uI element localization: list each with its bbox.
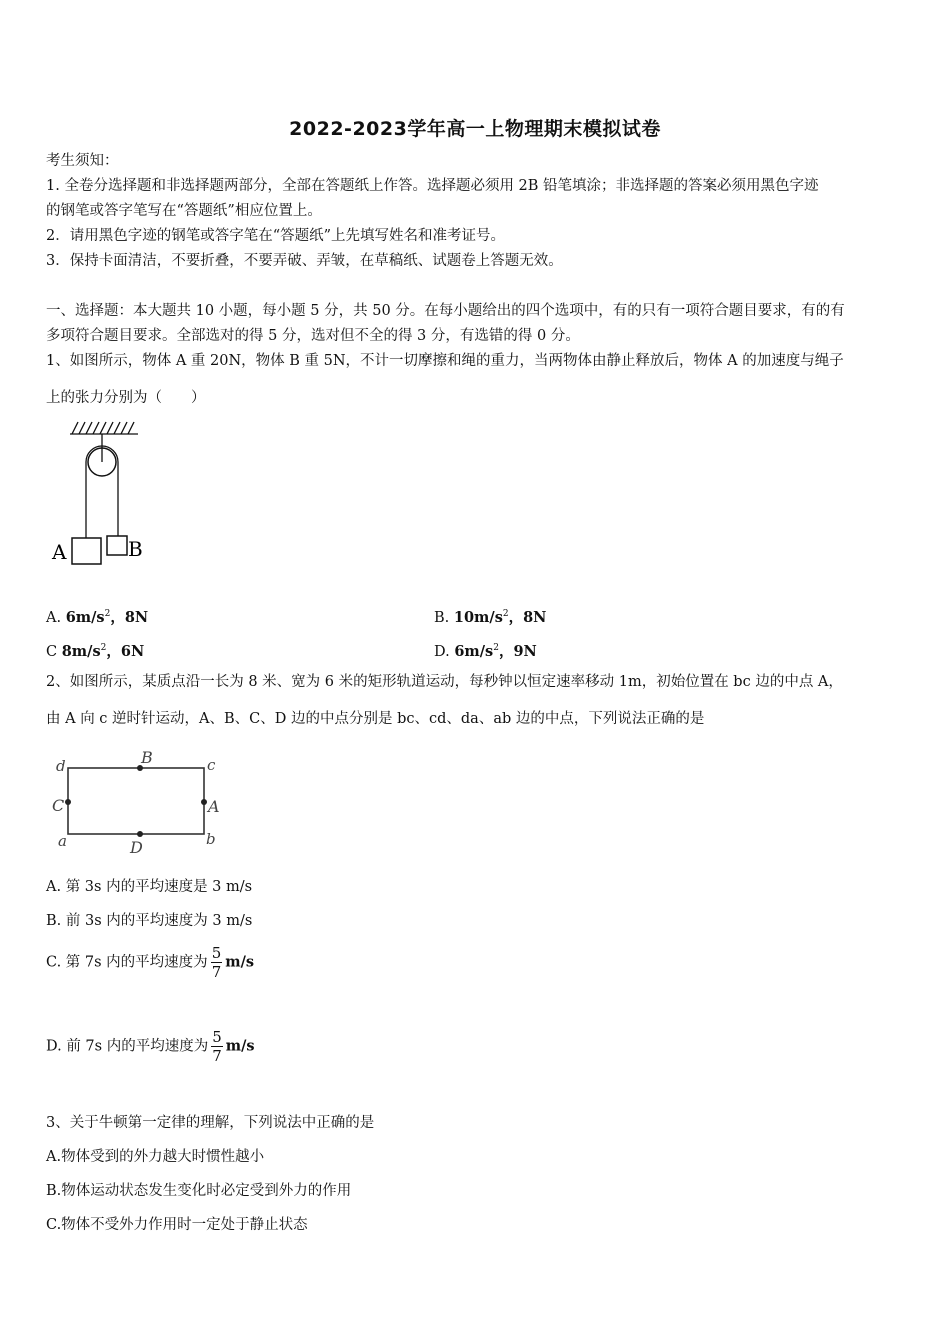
section-instruction-1: 一、选择题：本大题共 10 小题，每小题 5 分，共 50 分。在每小题给出的四个选项中，有的只有一项符合题目要求，有的有 — [46, 303, 845, 319]
q1-option-a: A. $6m/s^2$，8N — [46, 608, 149, 626]
corner-c-label: c — [207, 756, 216, 774]
q2-option-d: D. 前 7s 内的平均速度为 $\frac{5}{7}$ m/s — [46, 1028, 255, 1065]
point-c-dot — [65, 799, 71, 805]
notice-item-3: 3．保持卡面清洁，不要折叠，不要弄破、弄皱，在草稿纸、试题卷上答题无效。 — [46, 253, 563, 269]
label-b: B — [128, 537, 143, 561]
midpoint-b-label: B — [141, 748, 153, 767]
q1-option-b: B. $10m/s^2$，8N — [434, 608, 547, 626]
ceiling-hatch — [70, 422, 138, 434]
block-a — [72, 538, 101, 564]
page-title: 2022-2023学年高一上物理期末模拟试卷 — [289, 118, 661, 140]
notice-heading: 考生须知： — [46, 153, 119, 169]
q3-option-b: B.物体运动状态发生变化时必定受到外力的作用 — [46, 1183, 352, 1199]
point-d-dot — [137, 831, 143, 837]
fraction-d: $\frac{5}{7}$ — [212, 1028, 222, 1065]
q3-option-c: C.物体不受外力作用时一定处于静止状态 — [46, 1217, 308, 1233]
q1-option-d: D. $6m/s^2$，9N — [434, 642, 537, 660]
q1-stem-1: 1、如图所示，物体 A 重 20N，物体 B 重 5N，不计一切摩擦和绳的重力，当两物体由静止释放后，物体 A 的加速度与绳子 — [46, 353, 844, 369]
q1-option-c: C $8m/s^2$，6N — [46, 642, 145, 660]
block-b — [107, 536, 127, 555]
notice-item-1-cont: 的钢笔或答字笔写在“答题纸”相应位置上。 — [46, 203, 322, 219]
notice-item-1: 1. 全卷分选择题和非选择题两部分，全部在答题纸上作答。选择题必须用 2B 铅笔填涂；非选择题的答案必须用黑色字迹 — [46, 178, 819, 194]
pulley-figure — [46, 418, 156, 568]
q2-option-c: C. 第 7s 内的平均速度为 $\frac{5}{7}$ m/s — [46, 944, 255, 981]
q2-stem-2: 由 A 向 c 逆时针运动，A、B、C、D 边的中点分别是 bc、cd、da、ab 边的中点，下列说法正确的是 — [46, 711, 705, 727]
q2-stem-1: 2、如图所示，某质点沿一长为 8 米、宽为 6 米的矩形轨道运动，每秒钟以恒定速率移动 1m，初始位置在 bc 边的中点 A， — [46, 674, 843, 690]
midpoint-d-label: D — [130, 838, 143, 857]
midpoint-a-label: A — [208, 797, 220, 816]
rectangle-track-figure — [46, 745, 236, 860]
q1-stem-2: 上的张力分别为（ ） — [46, 390, 206, 406]
q2-option-b: B. 前 3s 内的平均速度为 3 m/s — [46, 913, 253, 929]
corner-a-label: a — [58, 832, 67, 850]
label-a: A — [52, 540, 67, 564]
corner-b-label: b — [206, 830, 216, 848]
fraction-c: $\frac{5}{7}$ — [211, 944, 222, 981]
corner-d-label: d — [56, 757, 66, 775]
track-rectangle — [68, 768, 204, 834]
midpoint-c-label: C — [52, 796, 65, 815]
q2-option-a: A. 第 3s 内的平均速度是 3 m/s — [46, 879, 253, 895]
point-a-dot — [201, 799, 207, 805]
section-instruction-2: 多项符合题目要求。全部选对的得 5 分，选对但不全的得 3 分，有选错的得 0 分。 — [46, 328, 580, 344]
q3-option-a: A.物体受到的外力越大时惯性越小 — [46, 1149, 265, 1165]
q3-stem: 3、关于牛顿第一定律的理解，下列说法中正确的是 — [46, 1115, 375, 1131]
notice-item-2: 2．请用黑色字迹的钢笔或答字笔在“答题纸”上先填写姓名和准考证号。 — [46, 228, 506, 244]
